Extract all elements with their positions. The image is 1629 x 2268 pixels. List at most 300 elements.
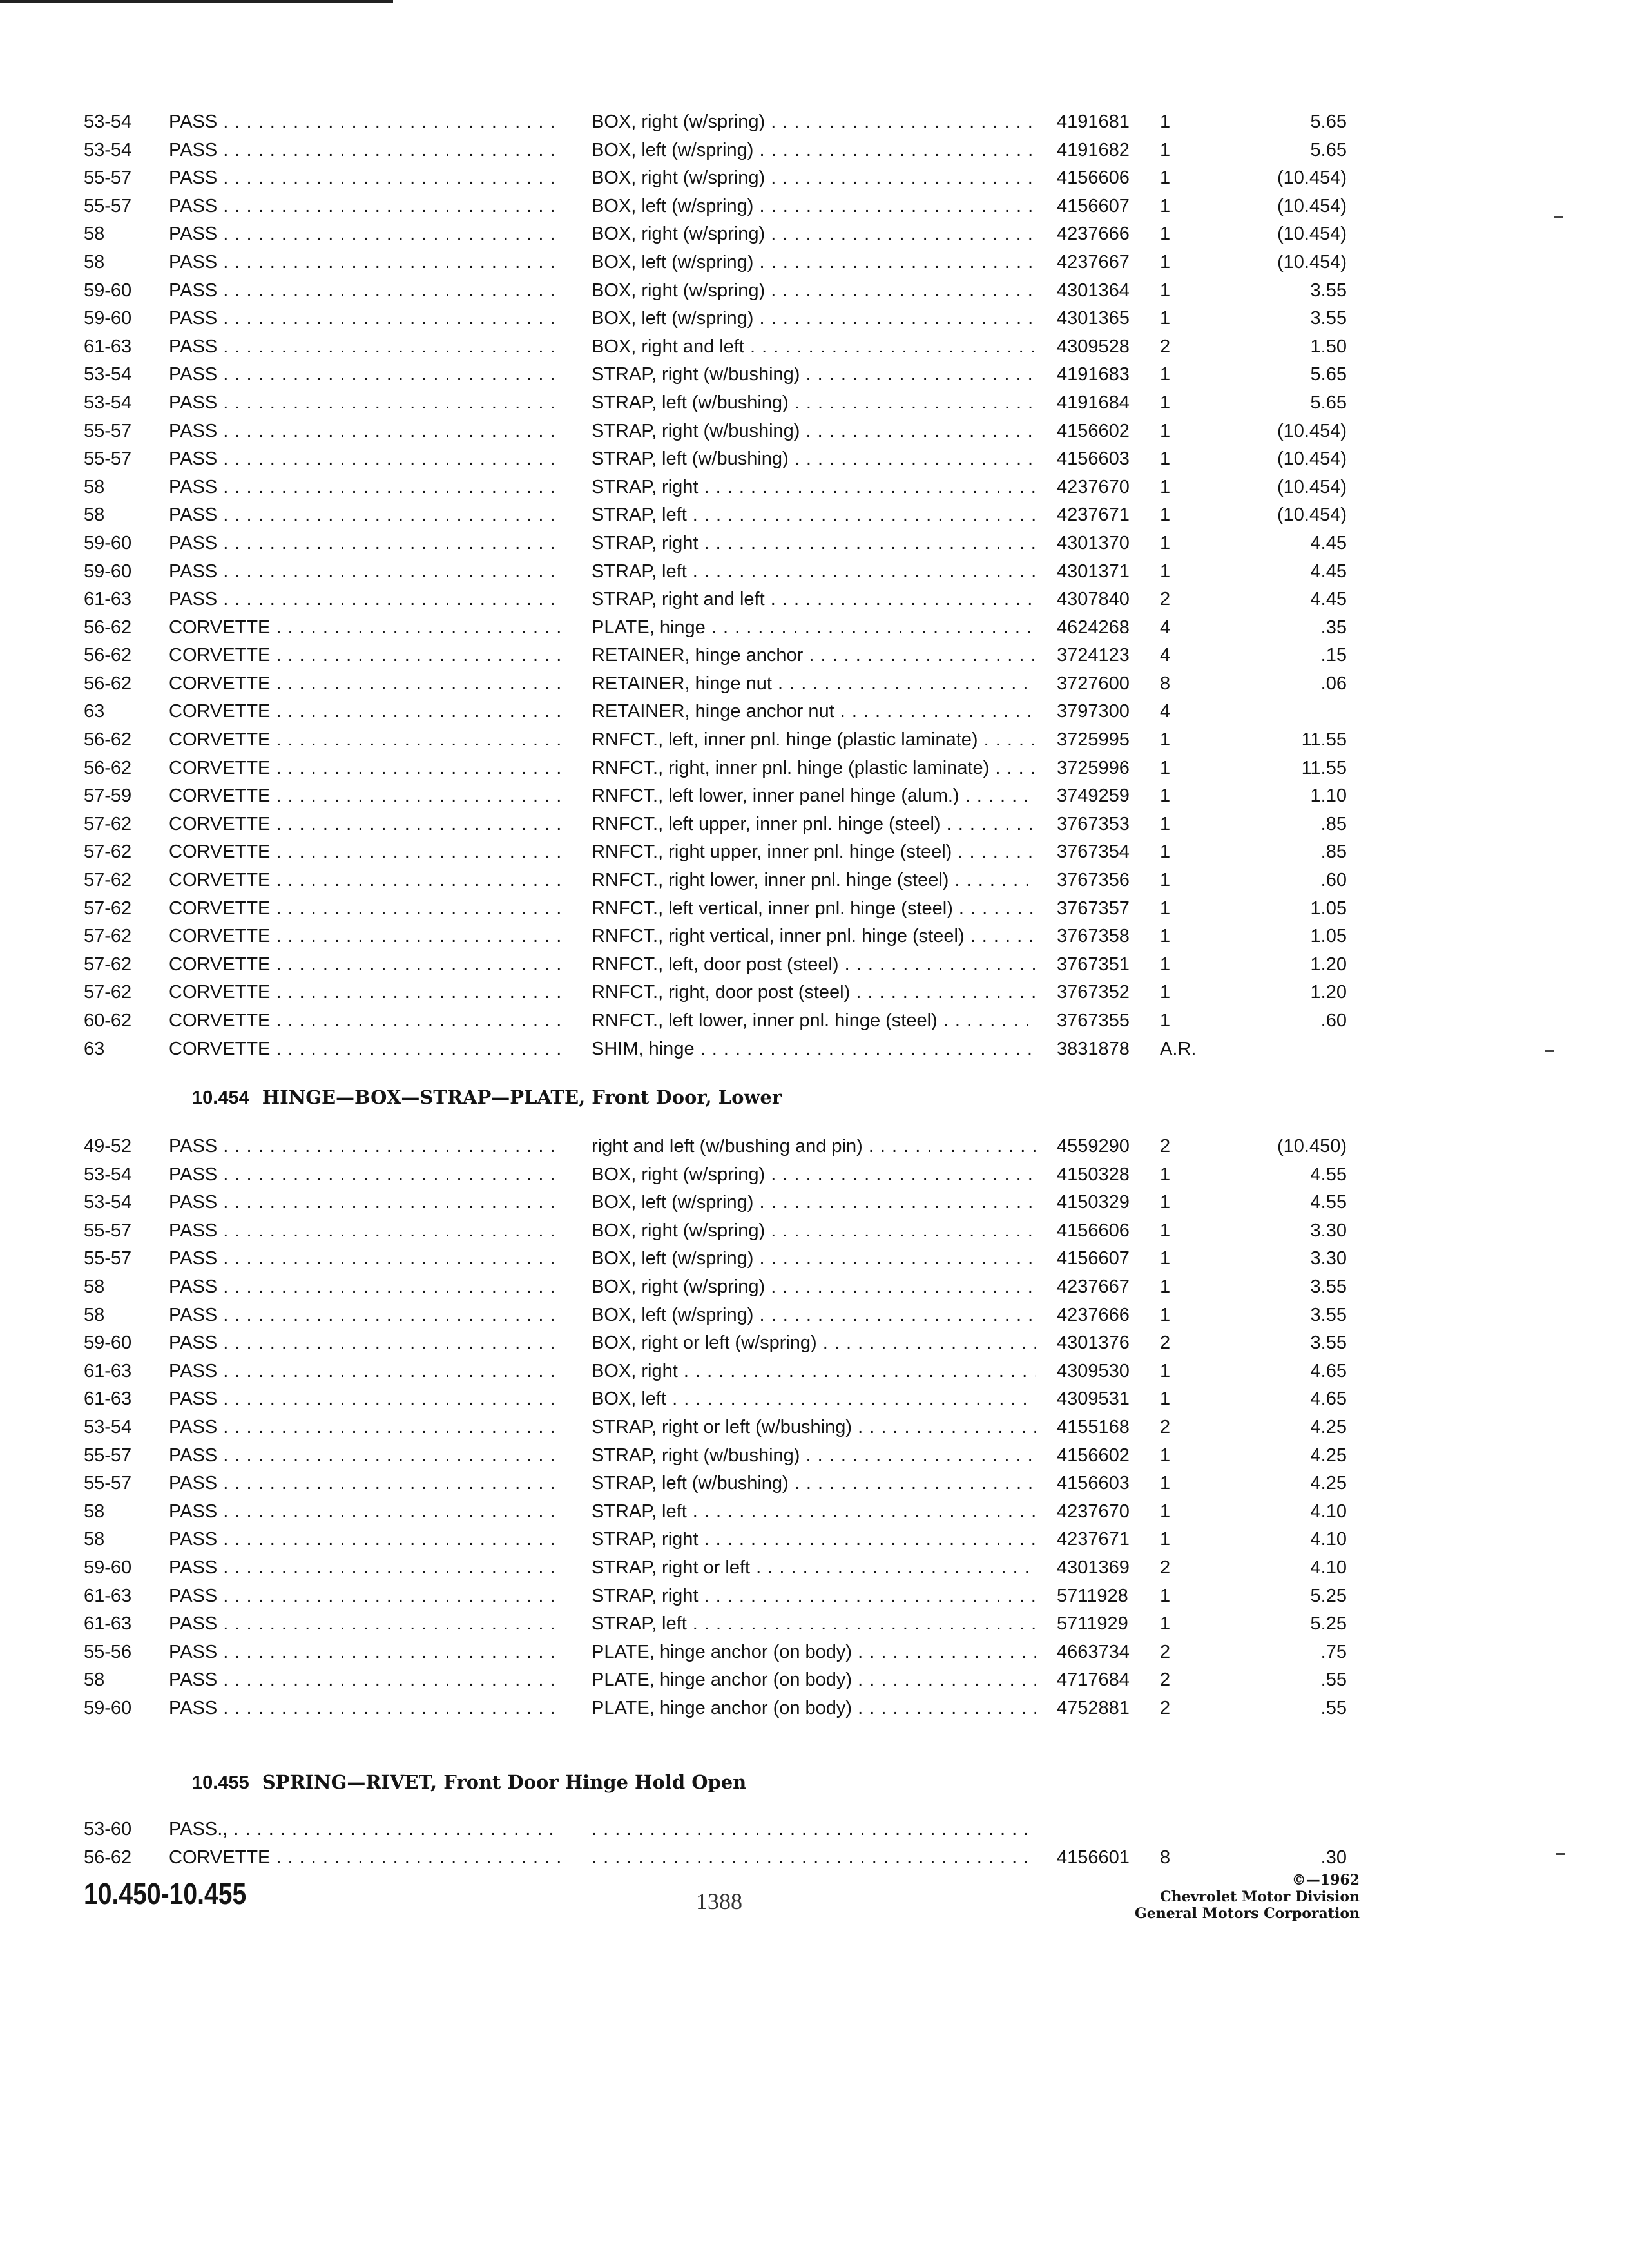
part-number-cell: 4559290	[1057, 1136, 1130, 1157]
part-number-cell: 3797300	[1057, 701, 1130, 722]
table-row	[0, 838, 1629, 867]
price-cell: 3.30	[1310, 1248, 1347, 1269]
part-number-cell: 4237670	[1057, 1501, 1130, 1522]
model-cell: PASS . . .	[169, 445, 562, 474]
price-cell: 1.05	[1310, 926, 1347, 947]
model-cell: PASS . . .	[169, 1133, 562, 1161]
year-cell: 53-54	[84, 364, 132, 385]
year-cell: 55-57	[84, 1445, 132, 1466]
model-cell: CORVETTE . . .	[169, 782, 562, 811]
quantity-cell: 1	[1160, 1192, 1171, 1213]
price-cell: 4.55	[1310, 1192, 1347, 1213]
table-row	[0, 361, 1629, 389]
description-cell: PLATE, hinge anchor (on body) . . .	[592, 1666, 1036, 1695]
table-row	[0, 193, 1629, 221]
price-cell: 5.65	[1310, 111, 1347, 132]
price-cell: (10.454)	[1277, 448, 1347, 470]
price-cell: 5.65	[1310, 364, 1347, 385]
part-number-cell: 4156607	[1057, 1248, 1130, 1269]
price-cell: 5.65	[1310, 392, 1347, 413]
price-cell: (10.454)	[1277, 224, 1347, 245]
quantity-cell: 2	[1160, 1641, 1171, 1662]
table-row	[0, 1161, 1629, 1189]
quantity-cell: 2	[1160, 1697, 1171, 1718]
description-cell: BOX, right or left (w/spring) . . .	[592, 1329, 1036, 1358]
model-cell: PASS . . .	[169, 164, 562, 193]
margin-mark	[1545, 1050, 1554, 1052]
part-number-cell: 3749259	[1057, 785, 1130, 807]
year-cell: 59-60	[84, 280, 132, 301]
price-cell: 4.55	[1310, 1164, 1347, 1185]
part-number-cell: 3767358	[1057, 926, 1130, 947]
year-cell: 53-54	[84, 1416, 132, 1437]
part-number-cell: 4237667	[1057, 1276, 1130, 1297]
table-row	[0, 1189, 1629, 1217]
table-row	[0, 474, 1629, 502]
price-cell: 4.10	[1310, 1529, 1347, 1550]
model-cell: PASS . . .	[169, 1442, 562, 1470]
price-cell: .55	[1320, 1697, 1347, 1718]
part-number-cell: 4237671	[1057, 1529, 1130, 1550]
description-cell: RNFCT., right upper, inner pnl. hinge (steel) . . .	[592, 838, 1036, 867]
table-row	[0, 698, 1629, 726]
year-cell: 60-62	[84, 1010, 132, 1031]
year-cell: 55-56	[84, 1641, 132, 1662]
section-10-454-table	[0, 1133, 1629, 1722]
description-cell: STRAP, right and left . . .	[592, 586, 1036, 614]
part-number-cell: 4156602	[1057, 420, 1130, 441]
section-number: 10.454	[192, 1088, 249, 1108]
part-number-cell: 4156606	[1057, 168, 1130, 189]
part-number-cell: 4301365	[1057, 308, 1130, 329]
description-cell: BOX, left (w/spring) . . .	[592, 137, 1036, 165]
table-row	[0, 951, 1629, 979]
model-cell: PASS . . .	[169, 1329, 562, 1358]
price-cell: 4.65	[1310, 1389, 1347, 1410]
year-cell: 56-62	[84, 757, 132, 778]
model-cell: PASS . . .	[169, 333, 562, 361]
part-number-cell: 3767351	[1057, 954, 1130, 975]
price-cell: 1.10	[1310, 785, 1347, 807]
model-cell: PASS . . .	[169, 389, 562, 418]
description-cell: BOX, left (w/spring) . . .	[592, 1189, 1036, 1217]
description-cell: PLATE, hinge anchor (on body) . . .	[592, 1695, 1036, 1723]
model-cell: CORVETTE . . .	[169, 642, 562, 670]
table-row	[0, 670, 1629, 698]
part-number-cell: 4301371	[1057, 561, 1130, 582]
section-10-455-heading	[192, 1771, 746, 1794]
description-cell: BOX, left (w/spring) . . .	[592, 1302, 1036, 1330]
quantity-cell: 1	[1160, 532, 1171, 553]
year-cell: 53-54	[84, 139, 132, 160]
description-cell: STRAP, left (w/bushing) . . .	[592, 389, 1036, 418]
model-cell: CORVETTE . . .	[169, 867, 562, 895]
description-cell: BOX, right (w/spring) . . .	[592, 1217, 1036, 1245]
year-cell: 58	[84, 1669, 105, 1691]
part-number-cell: 4191682	[1057, 139, 1130, 160]
quantity-cell: 1	[1160, 729, 1171, 751]
part-number-cell: 4237670	[1057, 476, 1130, 497]
table-row	[0, 586, 1629, 614]
copyright-year: ©—1962	[1291, 1872, 1360, 1888]
year-cell: 57-62	[84, 870, 132, 891]
part-number-cell: 3725995	[1057, 729, 1130, 751]
description-cell: BOX, right . . .	[592, 1358, 1036, 1386]
description-cell: STRAP, right . . .	[592, 530, 1036, 558]
part-number-cell: 3767354	[1057, 841, 1130, 863]
model-cell: CORVETTE . . .	[169, 1007, 562, 1035]
year-cell: 61-63	[84, 336, 132, 357]
quantity-cell: 1	[1160, 954, 1171, 975]
quantity-cell: 1	[1160, 841, 1171, 863]
quantity-cell: 8	[1160, 1847, 1171, 1868]
part-number-cell: 4237667	[1057, 251, 1130, 273]
model-cell: PASS . . .	[169, 1217, 562, 1245]
model-cell: CORVETTE . . .	[169, 895, 562, 923]
price-cell: .60	[1320, 1010, 1347, 1031]
footer-copyright	[1031, 1872, 1360, 1922]
price-cell: 11.55	[1301, 757, 1347, 778]
year-cell: 59-60	[84, 561, 132, 582]
model-cell: CORVETTE . . .	[169, 698, 562, 726]
price-cell: 4.45	[1310, 589, 1347, 610]
year-cell: 55-57	[84, 1248, 132, 1269]
year-cell: 58	[84, 476, 105, 497]
table-row	[0, 1470, 1629, 1498]
part-number-cell: 4150329	[1057, 1192, 1130, 1213]
part-number-cell: 4191684	[1057, 392, 1130, 413]
description-cell: STRAP, left . . .	[592, 1610, 1036, 1639]
table-row	[0, 1245, 1629, 1273]
model-cell: PASS . . .	[169, 1189, 562, 1217]
quantity-cell: 2	[1160, 1136, 1171, 1157]
quantity-cell: 1	[1160, 308, 1171, 329]
table-row	[0, 108, 1629, 137]
quantity-cell: 1	[1160, 1501, 1171, 1522]
description-cell: RNFCT., left lower, inner pnl. hinge (steel) . . .	[592, 1007, 1036, 1035]
year-cell: 57-62	[84, 954, 132, 975]
price-cell: .60	[1320, 870, 1347, 891]
model-cell: PASS . . .	[169, 1666, 562, 1695]
model-cell: PASS . . .	[169, 558, 562, 586]
description-cell: RNFCT., right vertical, inner pnl. hinge (steel) . . .	[592, 923, 1036, 951]
year-cell: 61-63	[84, 1389, 132, 1410]
part-number-cell: 4156601	[1057, 1847, 1130, 1868]
description-cell: BOX, left (w/spring) . . .	[592, 1245, 1036, 1273]
description-cell: STRAP, left . . .	[592, 501, 1036, 530]
part-number-cell: 4237671	[1057, 505, 1130, 526]
price-cell: (10.454)	[1277, 195, 1347, 216]
model-cell: CORVETTE . . .	[169, 726, 562, 754]
quantity-cell: 1	[1160, 111, 1171, 132]
price-cell: 4.45	[1310, 532, 1347, 553]
year-cell: 61-63	[84, 1360, 132, 1381]
year-cell: 58	[84, 1529, 105, 1550]
year-cell: 55-57	[84, 1473, 132, 1494]
price-cell: (10.450)	[1277, 1136, 1347, 1157]
model-cell: CORVETTE . . .	[169, 1844, 562, 1872]
quantity-cell: 1	[1160, 1304, 1171, 1325]
table-row	[0, 1639, 1629, 1667]
year-cell: 53-54	[84, 1164, 132, 1185]
model-cell: PASS . . .	[169, 193, 562, 221]
table-row	[0, 277, 1629, 305]
table-row	[0, 782, 1629, 811]
description-cell: BOX, right (w/spring) . . .	[592, 164, 1036, 193]
price-cell: 1.05	[1310, 898, 1347, 919]
year-cell: 57-62	[84, 898, 132, 919]
quantity-cell: 1	[1160, 224, 1171, 245]
part-number-cell: 5711928	[1057, 1585, 1128, 1606]
quantity-cell: 1	[1160, 1473, 1171, 1494]
table-row	[0, 1526, 1629, 1554]
table-row	[0, 137, 1629, 165]
year-cell: 63	[84, 701, 105, 722]
part-number-cell: 4307840	[1057, 589, 1130, 610]
table-row	[0, 501, 1629, 530]
year-cell: 56-62	[84, 645, 132, 666]
model-cell: PASS . . .	[169, 249, 562, 277]
model-cell: PASS., . . .	[169, 1816, 562, 1844]
price-cell: 4.25	[1310, 1416, 1347, 1437]
part-number-cell: 4301376	[1057, 1332, 1130, 1354]
description-cell: STRAP, right (w/bushing) . . .	[592, 418, 1036, 446]
table-row	[0, 1498, 1629, 1526]
quantity-cell: 4	[1160, 617, 1171, 638]
model-cell: PASS . . .	[169, 361, 562, 389]
year-cell: 58	[84, 505, 105, 526]
quantity-cell: 1	[1160, 251, 1171, 273]
table-row	[0, 614, 1629, 642]
division-name: Chevrolet Motor Division	[1160, 1888, 1360, 1905]
model-cell: CORVETTE . . .	[169, 614, 562, 642]
model-cell: PASS . . .	[169, 1554, 562, 1582]
year-cell: 57-62	[84, 926, 132, 947]
quantity-cell: 1	[1160, 870, 1171, 891]
quantity-cell: 2	[1160, 1557, 1171, 1578]
model-cell: PASS . . .	[169, 1498, 562, 1526]
section-10-454-heading	[192, 1086, 782, 1109]
price-cell: 3.55	[1310, 1276, 1347, 1297]
price-cell: (10.454)	[1277, 476, 1347, 497]
description-cell: RNFCT., left lower, inner panel hinge (alum.) . . .	[592, 782, 1036, 811]
table-row	[0, 1133, 1629, 1161]
table-row	[0, 923, 1629, 951]
model-cell: PASS . . .	[169, 418, 562, 446]
quantity-cell: 1	[1160, 1529, 1171, 1550]
table-row	[0, 1329, 1629, 1358]
table-row	[0, 1610, 1629, 1639]
model-cell: CORVETTE . . .	[169, 754, 562, 783]
year-cell: 55-57	[84, 168, 132, 189]
table-row	[0, 1582, 1629, 1611]
description-cell: BOX, right (w/spring) . . .	[592, 220, 1036, 249]
table-row	[0, 1844, 1629, 1872]
part-number-cell: 4309530	[1057, 1360, 1130, 1381]
year-cell: 56-62	[84, 1847, 132, 1868]
price-cell: 4.10	[1310, 1557, 1347, 1578]
section-10-450-table	[0, 108, 1629, 1063]
table-row	[0, 726, 1629, 754]
quantity-cell: 1	[1160, 813, 1171, 834]
part-number-cell: 4237666	[1057, 224, 1130, 245]
year-cell: 59-60	[84, 1557, 132, 1578]
part-number-cell: 4156602	[1057, 1445, 1130, 1466]
description-cell: BOX, right (w/spring) . . .	[592, 108, 1036, 137]
description-cell: STRAP, right . . .	[592, 474, 1036, 502]
part-number-cell: 4237666	[1057, 1304, 1130, 1325]
part-number-cell: 4156603	[1057, 1473, 1130, 1494]
table-row	[0, 979, 1629, 1007]
table-row	[0, 1554, 1629, 1582]
model-cell: PASS . . .	[169, 1161, 562, 1189]
quantity-cell: 1	[1160, 392, 1171, 413]
year-cell: 53-54	[84, 392, 132, 413]
table-row	[0, 445, 1629, 474]
quantity-cell: A.R.	[1160, 1038, 1197, 1059]
year-cell: 58	[84, 251, 105, 273]
table-row	[0, 1007, 1629, 1035]
table-row	[0, 1302, 1629, 1330]
part-number-cell: 3767353	[1057, 813, 1130, 834]
model-cell: CORVETTE . . .	[169, 811, 562, 839]
model-cell: PASS . . .	[169, 1358, 562, 1386]
price-cell: 1.20	[1310, 982, 1347, 1003]
model-cell: CORVETTE . . .	[169, 838, 562, 867]
year-cell: 58	[84, 1304, 105, 1325]
price-cell: .85	[1320, 813, 1347, 834]
part-number-cell: 4156603	[1057, 448, 1130, 470]
description-cell: STRAP, right . . .	[592, 1526, 1036, 1554]
model-cell: CORVETTE . . .	[169, 923, 562, 951]
year-cell: 49-52	[84, 1136, 132, 1157]
description-cell: STRAP, left . . .	[592, 1498, 1036, 1526]
table-row	[0, 1385, 1629, 1414]
part-number-cell: 4309528	[1057, 336, 1130, 357]
table-row	[0, 1217, 1629, 1245]
description-cell: RNFCT., right lower, inner pnl. hinge (steel) . . .	[592, 867, 1036, 895]
quantity-cell: 1	[1160, 1585, 1171, 1606]
part-number-cell: 4301369	[1057, 1557, 1130, 1578]
table-row	[0, 811, 1629, 839]
model-cell: PASS . . .	[169, 220, 562, 249]
year-cell: 56-62	[84, 673, 132, 694]
quantity-cell: 1	[1160, 1248, 1171, 1269]
description-cell: STRAP, right or left . . .	[592, 1554, 1036, 1582]
price-cell: 4.45	[1310, 561, 1347, 582]
price-cell: (10.454)	[1277, 505, 1347, 526]
description-cell: RETAINER, hinge nut . . .	[592, 670, 1036, 698]
part-number-cell: 4752881	[1057, 1697, 1130, 1718]
year-cell: 56-62	[84, 617, 132, 638]
table-row	[0, 895, 1629, 923]
description-cell: STRAP, right . . .	[592, 1582, 1036, 1611]
quantity-cell: 1	[1160, 1360, 1171, 1381]
quantity-cell: 1	[1160, 1389, 1171, 1410]
quantity-cell: 1	[1160, 364, 1171, 385]
price-cell: .75	[1320, 1641, 1347, 1662]
quantity-cell: 1	[1160, 1220, 1171, 1241]
description-cell: BOX, right (w/spring) . . .	[592, 1273, 1036, 1302]
table-row	[0, 164, 1629, 193]
model-cell: PASS . . .	[169, 1639, 562, 1667]
part-number-cell: 4155168	[1057, 1416, 1130, 1437]
table-row	[0, 1695, 1629, 1723]
table-row	[0, 1816, 1629, 1844]
model-cell: PASS . . .	[169, 305, 562, 333]
year-cell: 53-60	[84, 1819, 132, 1840]
table-row	[0, 249, 1629, 277]
year-cell: 59-60	[84, 532, 132, 553]
price-cell: (10.454)	[1277, 251, 1347, 273]
year-cell: 55-57	[84, 448, 132, 470]
part-number-cell: 3767356	[1057, 870, 1130, 891]
quantity-cell: 2	[1160, 1332, 1171, 1354]
description-cell: STRAP, right (w/bushing) . . .	[592, 361, 1036, 389]
model-cell: PASS . . .	[169, 1414, 562, 1442]
quantity-cell: 1	[1160, 168, 1171, 189]
table-row	[0, 305, 1629, 333]
year-cell: 61-63	[84, 1585, 132, 1606]
part-number-cell: 4301364	[1057, 280, 1130, 301]
price-cell: 5.65	[1310, 139, 1347, 160]
year-cell: 58	[84, 224, 105, 245]
model-cell: PASS . . .	[169, 1385, 562, 1414]
model-cell: PASS . . .	[169, 1526, 562, 1554]
quantity-cell: 1	[1160, 476, 1171, 497]
model-cell: PASS . . .	[169, 474, 562, 502]
model-cell: PASS . . .	[169, 1302, 562, 1330]
section-title: SPRING—RIVET, Front Door Hinge Hold Open	[262, 1771, 747, 1793]
price-cell: 5.25	[1310, 1585, 1347, 1606]
part-number-cell: 3767352	[1057, 982, 1130, 1003]
price-cell: 5.25	[1310, 1613, 1347, 1635]
part-number-cell: 4301370	[1057, 532, 1130, 553]
part-number-cell: 4150328	[1057, 1164, 1130, 1185]
description-cell: RNFCT., right, inner pnl. hinge (plastic laminate) . . .	[592, 754, 1036, 783]
table-row	[0, 754, 1629, 783]
table-row	[0, 389, 1629, 418]
description-cell: STRAP, right or left (w/bushing) . . .	[592, 1414, 1036, 1442]
description-cell: PLATE, hinge anchor (on body) . . .	[592, 1639, 1036, 1667]
table-row	[0, 1273, 1629, 1302]
part-number-cell: 3831878	[1057, 1038, 1130, 1059]
table-row	[0, 220, 1629, 249]
model-cell: PASS . . .	[169, 1273, 562, 1302]
quantity-cell: 1	[1160, 1010, 1171, 1031]
model-cell: PASS . . .	[169, 1582, 562, 1611]
description-cell: STRAP, left (w/bushing) . . .	[592, 445, 1036, 474]
table-row	[0, 1442, 1629, 1470]
quantity-cell: 1	[1160, 898, 1171, 919]
price-cell: .06	[1320, 673, 1347, 694]
year-cell: 59-60	[84, 308, 132, 329]
model-cell: PASS . . .	[169, 137, 562, 165]
quantity-cell: 1	[1160, 139, 1171, 160]
model-cell: PASS . . .	[169, 586, 562, 614]
margin-mark	[1556, 1853, 1565, 1855]
quantity-cell: 1	[1160, 561, 1171, 582]
quantity-cell: 1	[1160, 757, 1171, 778]
part-number-cell: 3725996	[1057, 757, 1130, 778]
year-cell: 61-63	[84, 589, 132, 610]
year-cell: 56-62	[84, 729, 132, 751]
price-cell: .35	[1320, 617, 1347, 638]
quantity-cell: 1	[1160, 420, 1171, 441]
description-cell: RNFCT., left, door post (steel) . . .	[592, 951, 1036, 979]
corporation-name: General Motors Corporation	[1134, 1905, 1360, 1922]
price-cell: 1.20	[1310, 954, 1347, 975]
